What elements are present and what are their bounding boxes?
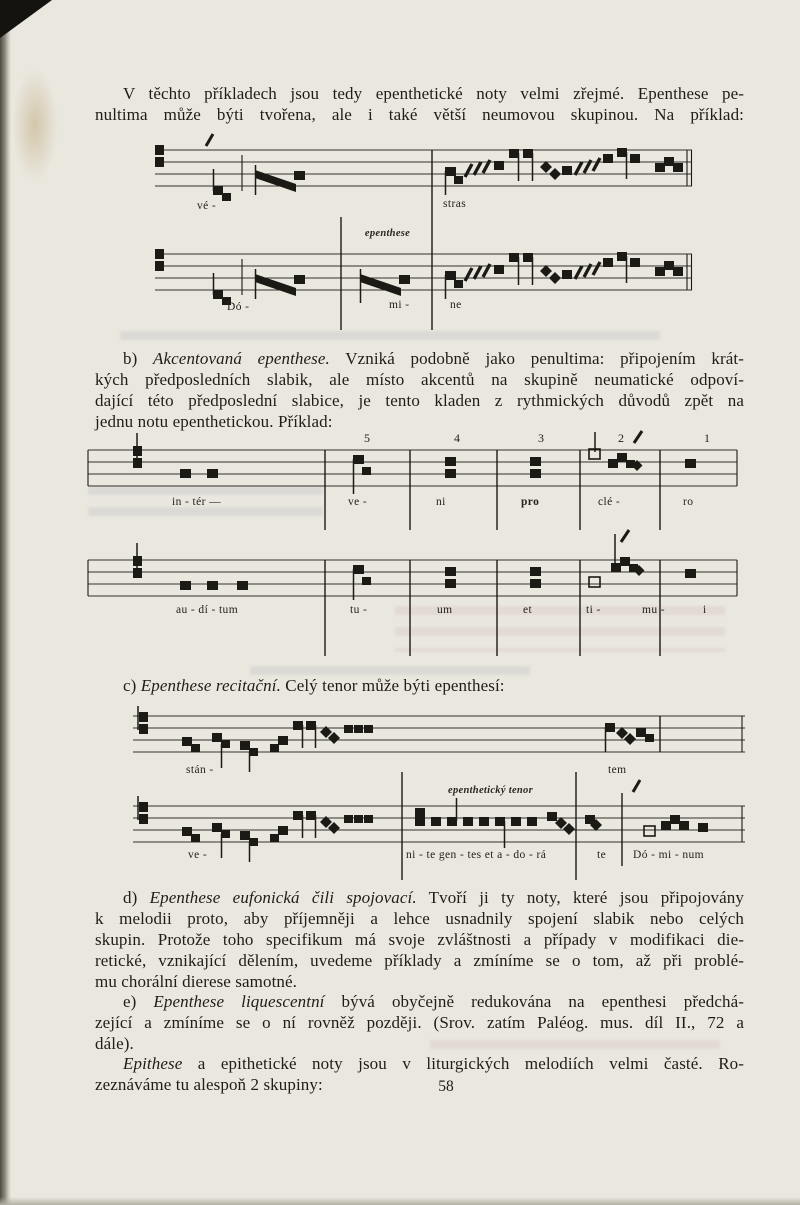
lyric-syllable: Dó - mi - num	[633, 849, 704, 861]
lyric-syllable: ve -	[348, 496, 368, 508]
lyric-syllable: te	[597, 849, 607, 861]
text-line: skupin. Protože toho specifikum má svoje zvláštnosti a případy v modifikaci die-	[95, 930, 744, 949]
accent-mark-icon	[634, 431, 642, 443]
lyric-syllable: tu -	[350, 604, 368, 616]
measure-number: 4	[454, 431, 460, 445]
text-line: d) Epenthese eufonická čili spojovací. Tvoří ji ty noty, které jsou připojovány	[123, 888, 744, 907]
lyric-syllable: in - tér —	[172, 496, 222, 508]
measure-number: 5	[364, 431, 370, 445]
text-line: c) Epenthese recitační. Celý tenor může býti epenthesí:	[123, 676, 505, 695]
lyric-syllable: i	[703, 604, 707, 616]
text-line: mu chorální dierese samotné.	[95, 972, 298, 991]
hollow-note	[644, 826, 655, 836]
text-line: kých předposledních slabik, ale místo akcentů na skupině neumatické odpoví-	[95, 370, 744, 389]
lyric-syllable: et	[523, 604, 533, 616]
melisma-neumes	[445, 148, 692, 195]
text-line: b) Akcentovaná epenthese. Vzniká podobně jako penultima: připojením krát-	[123, 349, 745, 368]
text-line: jednu notu epenthetickou. Příklad:	[95, 412, 333, 431]
text-line: V těchto příkladech jsou tedy epenthetické noty velmi zřejmé. Epenthese pe-	[123, 84, 744, 103]
do-clef-icon	[133, 543, 142, 578]
do-clef-icon	[133, 433, 142, 468]
lyric-syllable: au - dí - tum	[176, 604, 239, 616]
do-clef-icon	[138, 706, 148, 734]
lyric-syllable: ve -	[188, 849, 208, 861]
accent-mark-icon	[621, 530, 629, 542]
measure-number: 2	[618, 431, 624, 445]
text-line: k melodii proto, aby příjemněji a lehce usnadnily spojení slabik nebo celých	[95, 909, 744, 928]
lyric-syllable: vé -	[197, 200, 217, 212]
text-line: retické, vznikající dělením, uvedeme příklady a zmíníme se o tom, až při problé-	[95, 951, 744, 970]
scan-edge-bottom	[0, 1197, 800, 1205]
text-line: e) Epenthese liquescentní bývá obyčejně redukována na epenthesi předchá-	[123, 992, 744, 1011]
measure-number: 1	[704, 431, 710, 445]
do-clef-icon	[138, 796, 148, 824]
lyric-syllable: ne	[450, 299, 462, 311]
lyric-syllable: ti -	[586, 604, 601, 616]
lyric-syllable: pro	[521, 496, 540, 508]
annotation-label: epenthetický tenor	[447, 785, 533, 796]
scan-corner-artifact	[0, 0, 52, 38]
lyric-syllable: um	[437, 604, 453, 616]
do-clef-icon	[155, 145, 164, 167]
annotation-label: epenthese	[364, 228, 411, 239]
text-line: dající této předposlední slabice, je tento kladen z rythmických důvodů zpět na	[95, 391, 744, 410]
hollow-note	[589, 577, 600, 587]
accent-mark-icon	[633, 780, 640, 792]
text-line: zeznáváme tu alespoň 2 skupiny:	[95, 1075, 323, 1094]
lyric-syllable: clé -	[598, 496, 621, 508]
lyric-syllable: ni - te gen - tes et a - do - rá	[406, 849, 547, 861]
music-notation-svg	[85, 430, 745, 662]
accent-mark-icon	[206, 134, 213, 146]
text-line: zející a zmíníme se o ní rovněž později. (Srov. zatím Paléog. mus. díl II., 72 a	[95, 1013, 744, 1032]
lyric-syllable: mu -	[642, 604, 665, 616]
page-number: 58	[438, 1078, 454, 1095]
do-clef-icon	[155, 249, 164, 271]
measure-number: 3	[538, 431, 544, 445]
lyric-syllable: ni	[436, 496, 446, 508]
lyric-syllable: tem	[608, 764, 627, 776]
lyric-syllable: stán -	[186, 764, 214, 776]
scan-edge-left	[0, 0, 11, 1205]
lyric-syllable: Dó -	[227, 301, 250, 313]
lyric-syllable: stras	[443, 198, 467, 210]
lyric-syllable: ro	[683, 496, 694, 508]
scan-stain	[12, 68, 58, 183]
text-line: Epithese a epithetické noty jsou v liturgických melodiích velmi časté. Ro-	[123, 1054, 744, 1073]
text-line: dále).	[95, 1034, 134, 1053]
text-line: nultima může býti tvořena, ale i také větší neumovou skupinou. Na příklad:	[95, 105, 744, 124]
lyric-syllable: mi -	[389, 299, 410, 311]
